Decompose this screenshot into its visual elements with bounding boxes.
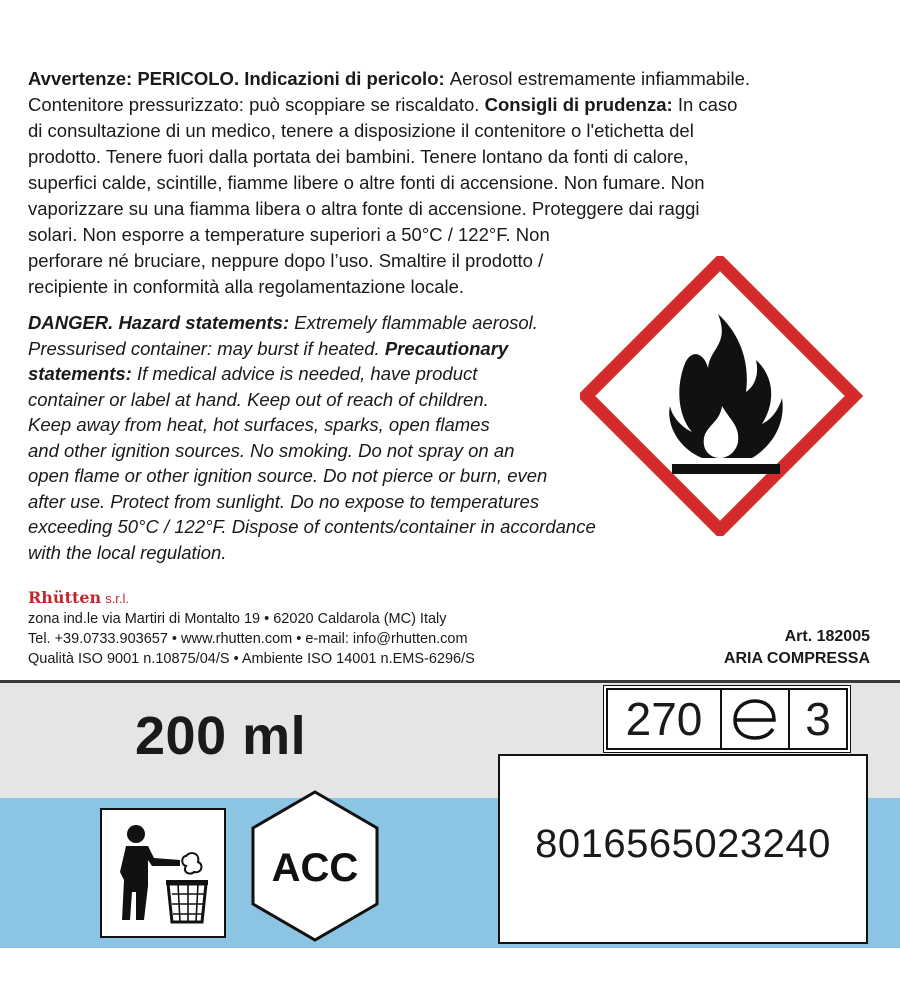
italian-line (28, 144, 873, 170)
italian-text: In caso (677, 94, 738, 115)
flame-hazard-icon (580, 256, 900, 536)
article-info (724, 626, 870, 670)
italian-text: prodotto. Tenere fuori dalla portata dei bambini. Tenere lontano da fonti di calore, (28, 146, 689, 167)
english-text: open flame or other ignition source. Do not pierce or burn, even (28, 465, 548, 486)
english-text: exceeding 50°C / 122°F. Dispose of contents/container in accordance (28, 516, 596, 537)
english-bold-text: DANGER. Hazard statements: (28, 312, 295, 333)
english-text: and other ignition sources. No smoking. Do not spray on an (28, 439, 515, 461)
pressure-class: 3 (805, 693, 831, 745)
italian-text: perforare né bruciare, neppure dopo l’uso. Smaltire il prodotto / (28, 250, 544, 271)
company-suffix: s.r.l. (105, 591, 130, 606)
company-certifications: Qualità ISO 9001 n.10875/04/S • Ambiente ISO 14001 n.EMS-6296/S (28, 651, 475, 667)
english-bold-text: statements: (28, 363, 137, 384)
english-bold-text: Precautionary (384, 337, 509, 359)
italian-line (28, 222, 873, 248)
italian-text: di consultazione di un medico, tenere a disposizione il contenitore o l'etichetta del (28, 120, 694, 141)
italian-line (28, 196, 873, 222)
english-text: container or label at hand. Keep out of reach of children. (28, 388, 489, 410)
article-code: Art. 182005 (784, 628, 870, 645)
estimated-sign-icon (722, 690, 790, 748)
italian-text: Contenitore pressurizzato: può scoppiare se riscaldato. (28, 94, 485, 115)
english-line (28, 540, 698, 566)
barcode-number: 8016565023240 (535, 822, 831, 866)
italian-line (28, 92, 873, 118)
italian-text: Aerosol estremamente infiammabile. (449, 68, 751, 89)
italian-line (28, 170, 873, 196)
italian-text: vaporizzare su una fiamma libera o altra fonte di accensione. Proteggere dai raggi (28, 198, 700, 219)
english-text: Pressurised container: may burst if heated. (28, 337, 385, 359)
english-text: If medical advice is needed, have product (136, 363, 478, 384)
company-brand: Rhütten (28, 588, 102, 607)
italian-line (28, 118, 873, 144)
pressure-marking (606, 688, 848, 750)
italian-bold-text: Consigli di prudenza: (484, 94, 678, 115)
acc-hexagon-icon (248, 788, 382, 944)
italian-text: superfici calde, scintille, fiamme libere o altre fonti di accensione. Non fumare. Non (28, 172, 705, 193)
company-info (28, 588, 475, 669)
italian-text: solari. Non esporre a temperature superiori a 50°C / 122°F. Non (28, 224, 550, 245)
italian-bold-text: Avvertenze: PERICOLO. Indicazioni di pericolo: (28, 68, 450, 89)
english-text: after use. Protect from sunlight. Do no expose to temperatures (28, 490, 540, 512)
english-text: with the local regulation. (28, 541, 227, 563)
italian-line (28, 66, 873, 92)
company-address: zona ind.le via Martiri di Montalto 19 • 62020 Caldarola (MC) Italy (28, 611, 447, 627)
volume-label: 200 ml (135, 706, 307, 766)
article-name: ARIA COMPRESSA (723, 650, 870, 667)
tidy-man-bin-icon (100, 808, 226, 938)
company-contact: Tel. +39.0733.903657 • www.rhutten.com • e-mail: info@rhutten.com (28, 631, 468, 647)
italian-text: recipiente in conformità alla regolamentazione locale. (28, 276, 465, 297)
english-text: Keep away from heat, hot surfaces, sparks, open flames (28, 414, 490, 435)
english-text: Extremely flammable aerosol. (294, 312, 538, 333)
barcode-area (498, 754, 868, 944)
pressure-value: 270 (608, 690, 722, 748)
acc-label: ACC (271, 846, 359, 890)
